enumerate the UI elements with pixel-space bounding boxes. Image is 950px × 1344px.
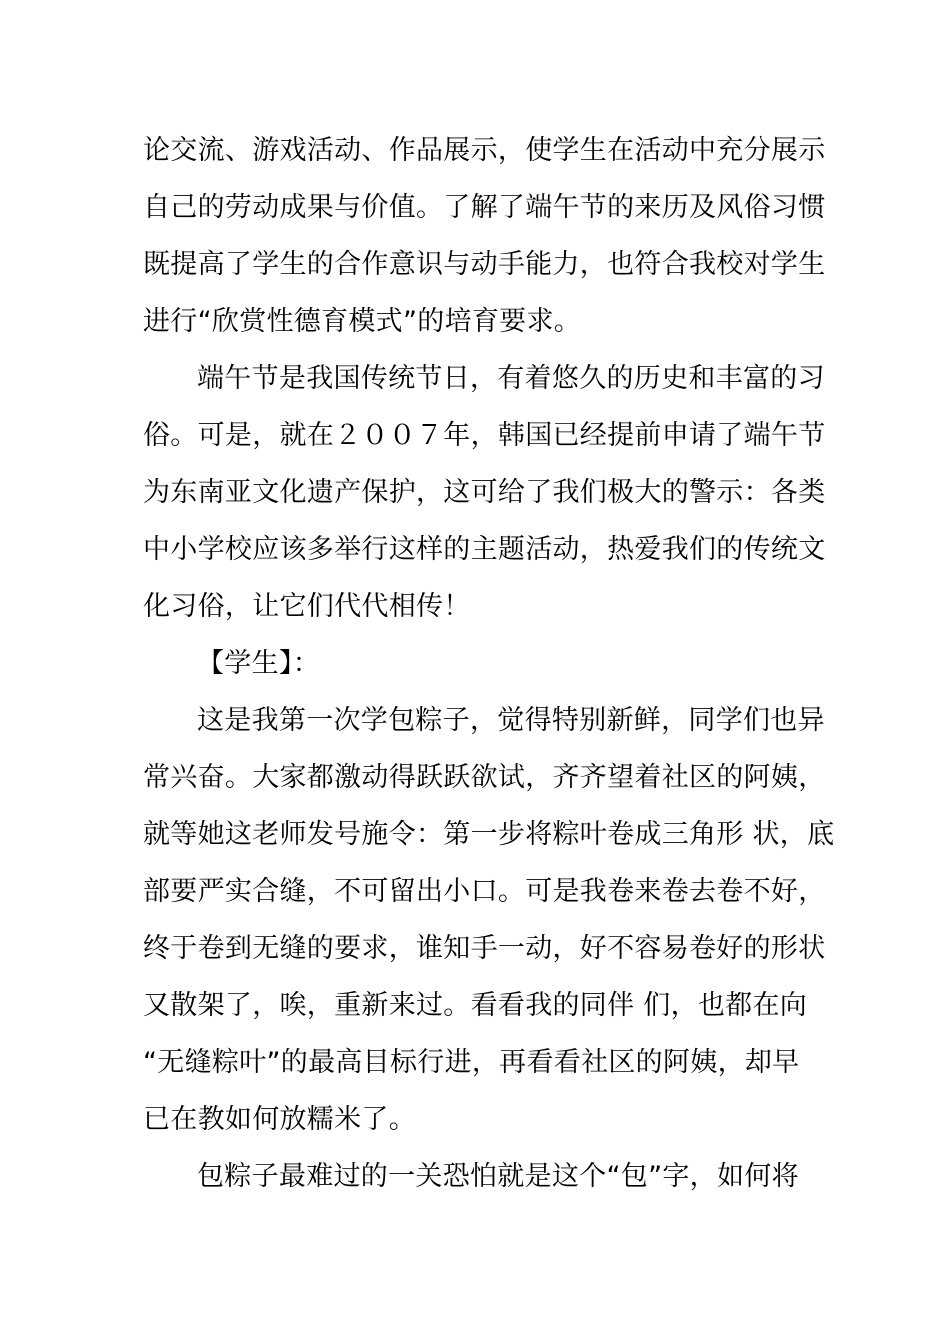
- text-line: 这是我第一次学包粽子，觉得特别新鲜，同学们也异: [197, 705, 825, 736]
- text-line: 化习俗，让它们代代相传！: [143, 591, 471, 622]
- text-line: 端午节是我国传统节日，有着悠久的历史和丰富的习: [197, 363, 825, 394]
- text-line: 论交流、游戏活动、作品展示，使学生在活动中充分展示: [143, 135, 826, 166]
- text-line: 包粽子最难过的一关恐怕就是这个“包”字，如何将: [197, 1161, 799, 1192]
- text-line: 进行“欣赏性德育模式”的培育要求。: [143, 306, 582, 337]
- text-line: 就等她这老师发号施令：第一步将粽叶卷成三角形 状，底: [143, 819, 835, 850]
- text-line: 已在教如何放糯米了。: [143, 1104, 416, 1135]
- text-line: 中小学校应该多举行这样的主题活动，热爱我们的传统文: [143, 534, 826, 565]
- text-line: 为东南亚文化遗产保护，这可给了我们极大的警示：各类: [143, 477, 826, 508]
- text-line: “无缝粽叶”的最高目标行进，再看看社区的阿姨，却早: [143, 1047, 800, 1078]
- text-line: 俗。可是，就在２００７年，韩国已经提前申请了端午节: [143, 420, 826, 451]
- text-line: 既提高了学生的合作意识与动手能力，也符合我校对学生: [143, 249, 826, 280]
- text-line: 终于卷到无缝的要求，谁知手一动，好不容易卷好的形状: [143, 933, 826, 964]
- text-line: 自己的劳动成果与价值。了解了端午节的来历及风俗习惯: [143, 192, 826, 223]
- text-line: 又散架了，唉，重新来过。看看我的同伴 们，也都在向: [143, 990, 808, 1021]
- text-line: 常兴奋。大家都激动得跃跃欲试，齐齐望着社区的阿姨，: [143, 762, 826, 793]
- section-heading: 【学生】：: [197, 648, 320, 679]
- text-line: 部要严实合缝，不可留出小口。可是我卷来卷去卷不好，: [143, 876, 826, 907]
